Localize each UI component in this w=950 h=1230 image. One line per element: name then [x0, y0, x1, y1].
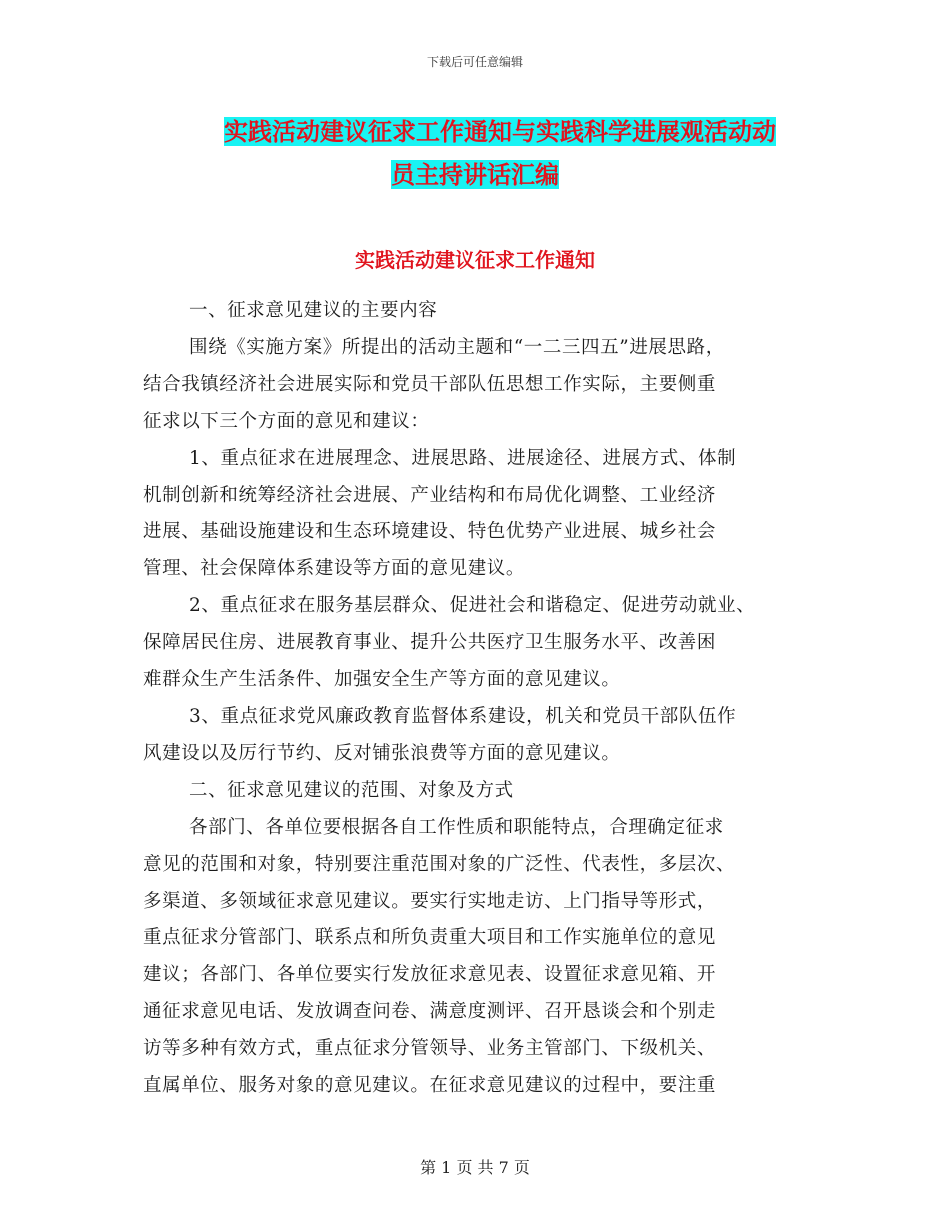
- paragraph-line: 建议；各部门、各单位要实行发放征求意见表、设置征求意见箱、开: [143, 964, 717, 986]
- title-highlight-1: 实践活动建议征求工作通知与实践科学进展观活动动: [224, 117, 776, 146]
- paragraph-line: 各部门、各单位要根据各自工作性质和职能特点，合理确定征求: [189, 816, 724, 838]
- section-title: 实践活动建议征求工作通知: [355, 248, 595, 272]
- paragraph-line: 重点征求分管部门、联系点和所负责重大项目和工作实施单位的意见: [143, 927, 717, 949]
- paragraph-line: 机制创新和统筹经济社会进展、产业结构和布局优化调整、工业经济: [143, 484, 717, 506]
- paragraph-line: 1、重点征求在进展理念、进展思路、进展途径、进展方式、体制: [189, 447, 737, 469]
- paragraph-line: 多渠道、多领域征求意见建议。要实行实地走访、上门指导等形式，: [143, 890, 717, 912]
- document-title-line-1: [185, 112, 815, 152]
- document-title-line-2: [185, 155, 765, 195]
- paragraph-line: 直属单位、服务对象的意见建议。在征求意见建议的过程中，要注重: [143, 1075, 717, 1097]
- paragraph-line: 意见的范围和对象，特别要注重范围对象的广泛性、代表性，多层次、: [143, 853, 736, 875]
- heading-2: 二、征求意见建议的范围、对象及方式: [189, 779, 514, 801]
- paragraph-line: 风建设以及厉行节约、反对铺张浪费等方面的意见建议。: [143, 742, 621, 764]
- paragraph-line: 保障居民住房、进展教育事业、提升公共医疗卫生服务水平、改善困: [143, 632, 717, 654]
- page-header-note: 下载后可任意编辑: [426, 55, 523, 69]
- paragraph-line: 征求以下三个方面的意见和建议：: [143, 410, 430, 432]
- paragraph-line: 围绕《实施方案》所提出的活动主题和“一二三四五”进展思路，: [189, 336, 725, 358]
- paragraph-line: 进展、基础设施建设和生态环境建设、特色优势产业进展、城乡社会: [143, 521, 717, 543]
- paragraph-line: 访等多种有效方式，重点征求分管领导、业务主管部门、下级机关、: [143, 1038, 717, 1060]
- paragraph-line: 管理、社会保障体系建设等方面的意见建议。: [143, 558, 526, 580]
- page-footer: 第 1 页 共 7 页: [420, 1158, 530, 1177]
- paragraph-line: 2、重点征求在服务基层群众、促进社会和谐稳定、促进劳动就业、: [189, 595, 756, 617]
- title-highlight-2: 员主持讲话汇编: [391, 160, 559, 189]
- paragraph-line: 结合我镇经济社会进展实际和党员干部队伍思想工作实际，主要侧重: [143, 373, 717, 395]
- paragraph-line: 通征求意见电话、发放调查问卷、满意度测评、召开恳谈会和个别走: [143, 1001, 717, 1023]
- heading-1: 一、征求意见建议的主要内容: [189, 300, 438, 321]
- paragraph-line: 难群众生产生活条件、加强安全生产等方面的意见建议。: [143, 669, 621, 691]
- document-body: [143, 293, 813, 1105]
- paragraph-line: 3、重点征求党风廉政教育监督体系建设，机关和党员干部队伍作: [189, 705, 737, 727]
